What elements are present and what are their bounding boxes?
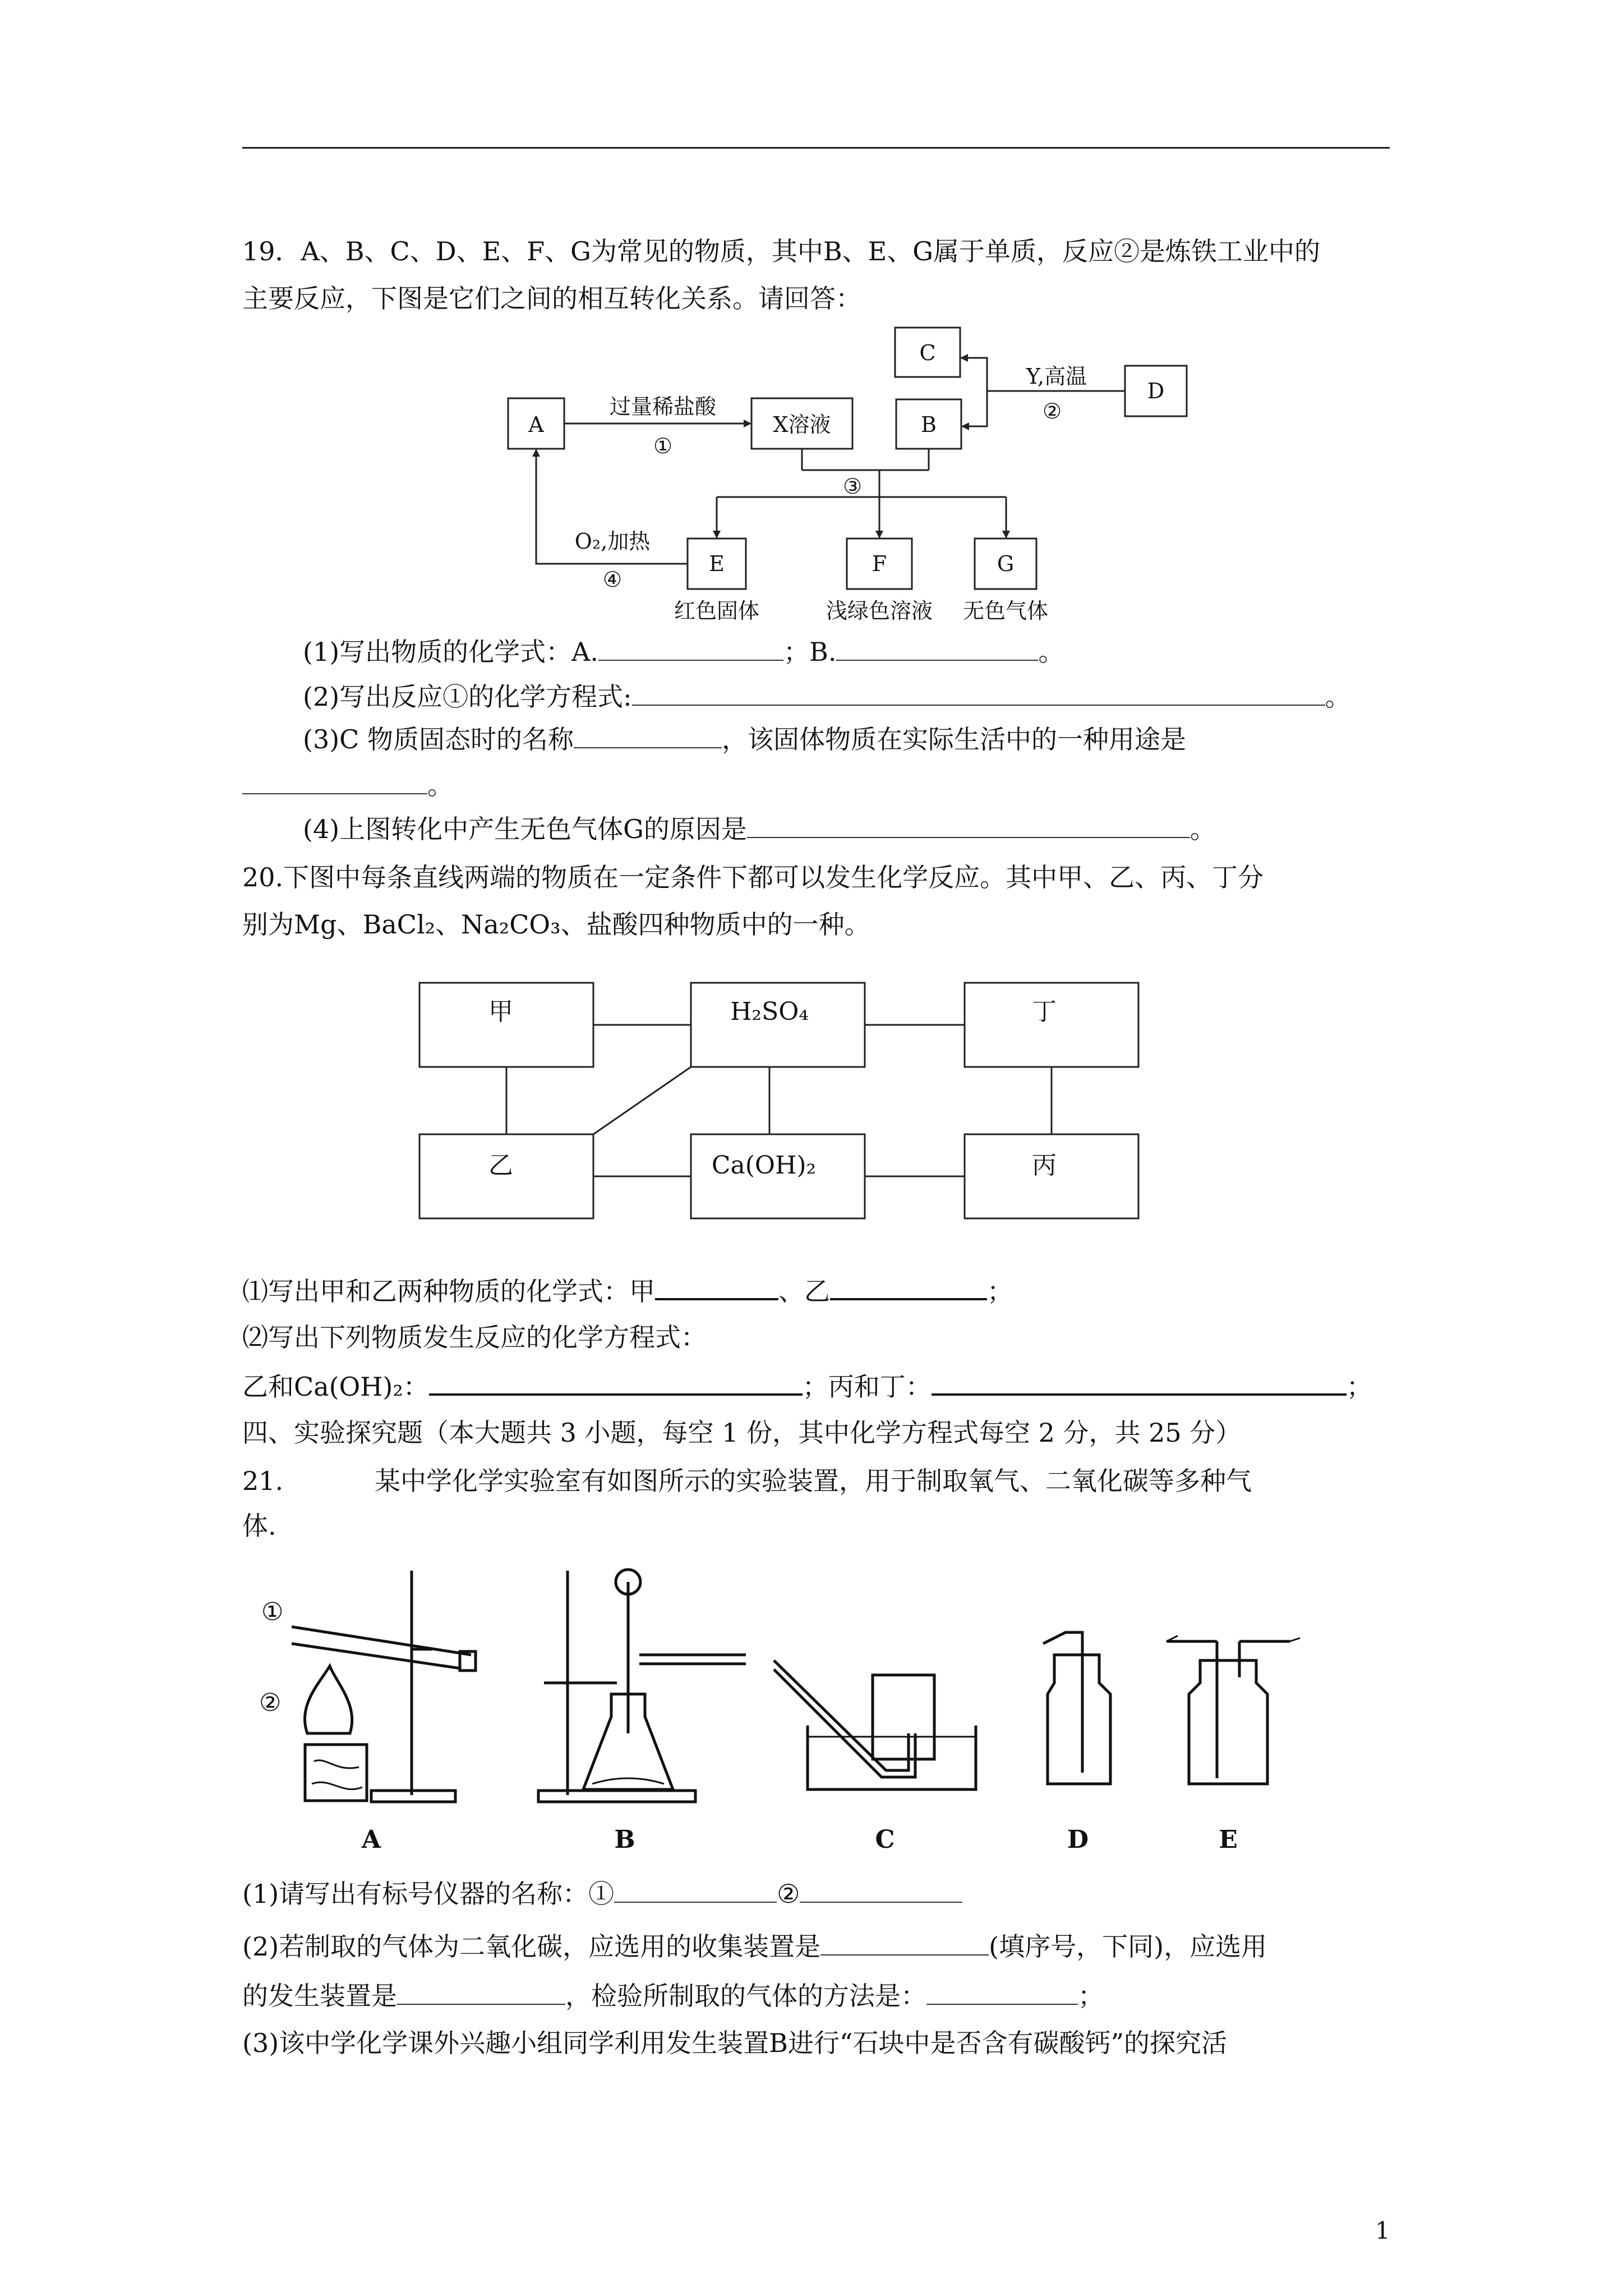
answer-blank-a[interactable] (598, 635, 783, 661)
label-caoh2: Ca(OH)₂ (711, 1151, 817, 1180)
label-jia: 甲 (488, 997, 513, 1026)
q20-part1-end: ； (987, 1276, 1013, 1306)
answer-blank-equation1[interactable] (632, 680, 1325, 706)
apparatus-label-a: A (361, 1825, 381, 1854)
q19-part3-cont (242, 769, 453, 802)
q21-intro-line2: 体. (242, 1511, 276, 1541)
label-bing: 丙 (1032, 1151, 1057, 1180)
arrow4-label: O₂,加热 (574, 529, 651, 554)
apparatus-label-c: C (875, 1825, 895, 1854)
answer-blank-g-reason[interactable] (747, 812, 1190, 838)
q19-part4 (303, 812, 1216, 846)
label-yi: 乙 (488, 1151, 513, 1180)
apparatus-label-e: E (1219, 1825, 1238, 1854)
answer-blank-jia[interactable] (655, 1273, 778, 1300)
q20-intro-line1: 20.下图中每条直线两端的物质在一定条件下都可以发生化学反应。其中甲、乙、丙、丁分 (242, 862, 1264, 892)
answer-blank-generator[interactable] (397, 1979, 565, 2005)
q21-part2-prefix: (2)若制取的气体为二氧化碳，应选用的收集装置是 (242, 1931, 821, 1962)
label-d: D (1147, 379, 1165, 403)
q19-part1-mid: ；B. (783, 637, 837, 667)
q21-part2-mid: (填序号，下同)，应选用 (989, 1931, 1267, 1962)
q19-conversion-diagram (0, 0, 1623, 628)
q19-intro-line2: 主要反应，下图是它们之间的相互转化关系。请回答： (242, 283, 861, 314)
q21-part1 (242, 1877, 962, 1911)
q21-number: 21. (242, 1466, 284, 1496)
answer-blank-instrument2[interactable] (800, 1877, 962, 1903)
q20-reaction-diagram (0, 954, 1623, 1245)
q19-part1 (303, 635, 1064, 669)
q20-part3-end: ； (1346, 1372, 1372, 1402)
arrow1-label: 过量稀盐酸 (609, 394, 717, 419)
label-b: B (921, 412, 937, 437)
q20-intro-line2: 别为Mg、BaCl₂、Na₂CO₃、盐酸四种物质中的一种。 (242, 909, 870, 940)
mark-1: ① (261, 1598, 284, 1626)
answer-blank-c-name[interactable] (574, 723, 722, 748)
apparatus-b (538, 1570, 746, 1802)
q21-part2b-prefix: 的发生装置是 (242, 1981, 397, 2011)
q21-apparatus-figure (0, 1548, 1623, 1862)
q19-part2-prefix: (2)写出反应①的化学方程式: (303, 682, 632, 712)
q20-part3-prefix: 乙和Ca(OH)₂： (242, 1372, 429, 1402)
caption-f: 浅绿色溶液 (826, 599, 933, 623)
apparatus-a-marks (259, 1598, 283, 1717)
apparatus-a (292, 1571, 476, 1802)
apparatus-c (774, 1660, 976, 1789)
q19-part3-mid: ，该固体物质在实际生活中的一种用途是 (721, 724, 1186, 754)
answer-blank-b[interactable] (836, 635, 1038, 661)
apparatus-e (1166, 1636, 1300, 1784)
arrow1-number: ① (653, 434, 673, 458)
q20-part1-prefix: ⑴写出甲和乙两种物质的化学式：甲 (242, 1276, 655, 1306)
q19-part2 (303, 680, 1351, 714)
q20-part3-mid: ；丙和丁： (802, 1372, 932, 1402)
mark-2: ② (259, 1688, 282, 1717)
arrow2-label: Y,高温 (1026, 364, 1087, 389)
q19-part2-end: 。 (1325, 682, 1351, 712)
q19-part3 (303, 723, 1186, 756)
q19-part4-end: 。 (1189, 814, 1216, 844)
answer-blank-bing-ding[interactable] (932, 1369, 1347, 1396)
apparatus-label-b: B (614, 1825, 635, 1854)
q21-part2b-end: ； (1078, 1981, 1104, 2011)
caption-e: 红色固体 (674, 599, 760, 623)
page-number: 1 (1375, 2217, 1390, 2244)
label-ding: 丁 (1032, 997, 1057, 1026)
q20-part3 (242, 1369, 1372, 1404)
q19-intro-line1: 19．A、B、C、D、E、F、G为常见的物质，其中B、E、G属于单质，反应②是炼铁工业中的 (242, 236, 1321, 266)
q19-part1-end: 。 (1038, 637, 1064, 667)
label-c: C (919, 341, 936, 365)
q21-part2 (242, 1930, 1267, 1963)
arrow2-number: ② (1042, 399, 1062, 424)
q21-part3: (3)该中学化学课外兴趣小组同学利用发生装置B进行“石块中是否含有碳酸钙”的探究活 (242, 2028, 1227, 2058)
apparatus-label-d: D (1067, 1825, 1089, 1854)
q20-part1-mid: 、乙 (778, 1276, 830, 1306)
answer-blank-collector[interactable] (820, 1930, 989, 1955)
answer-blank-yi[interactable] (830, 1273, 987, 1300)
q21-part2b (242, 1979, 1104, 2013)
q20-part2: ⑵写出下列物质发生反应的化学方程式： (242, 1322, 707, 1352)
q19-part4-prefix: (4)上图转化中产生无色气体G的原因是 (303, 814, 747, 844)
arrow3-number: ③ (842, 474, 863, 499)
label-a: A (528, 412, 544, 437)
q21-part1-mid: ② (777, 1879, 800, 1909)
label-f: F (872, 551, 887, 576)
q20-part1 (242, 1273, 1013, 1308)
label-x: X溶液 (773, 412, 831, 437)
caption-g: 无色气体 (962, 599, 1049, 623)
label-h2so4: H₂SO₄ (730, 997, 809, 1026)
q19-part1-prefix: (1)写出物质的化学式：A. (303, 637, 599, 667)
q21-part2b-mid: ，检验所制取的气体的方法是： (565, 1981, 926, 2011)
arrow4-number: ④ (602, 567, 623, 592)
answer-blank-test-method[interactable] (926, 1979, 1078, 2005)
answer-blank-instrument1[interactable] (614, 1877, 777, 1903)
answer-blank-c-use[interactable] (242, 769, 427, 794)
label-g: G (997, 551, 1015, 576)
q19-part3-prefix: (3)C 物质固态时的名称 (303, 724, 574, 754)
section4-heading: 四、实验探究题（本大题共 3 小题，每空 1 份，其中化学方程式每空 2 分，共 25 分） (242, 1418, 1242, 1448)
apparatus-d (1043, 1632, 1110, 1784)
q21-part1-prefix: (1)请写出有标号仪器的名称：① (242, 1879, 615, 1909)
q19-part3-end: 。 (427, 770, 453, 800)
q21-intro-line1: 某中学化学实验室有如图所示的实验装置，用于制取氧气、二氧化碳等多种气 (375, 1466, 1252, 1496)
answer-blank-yi-caoh2[interactable] (429, 1369, 803, 1396)
label-e: E (709, 551, 725, 576)
